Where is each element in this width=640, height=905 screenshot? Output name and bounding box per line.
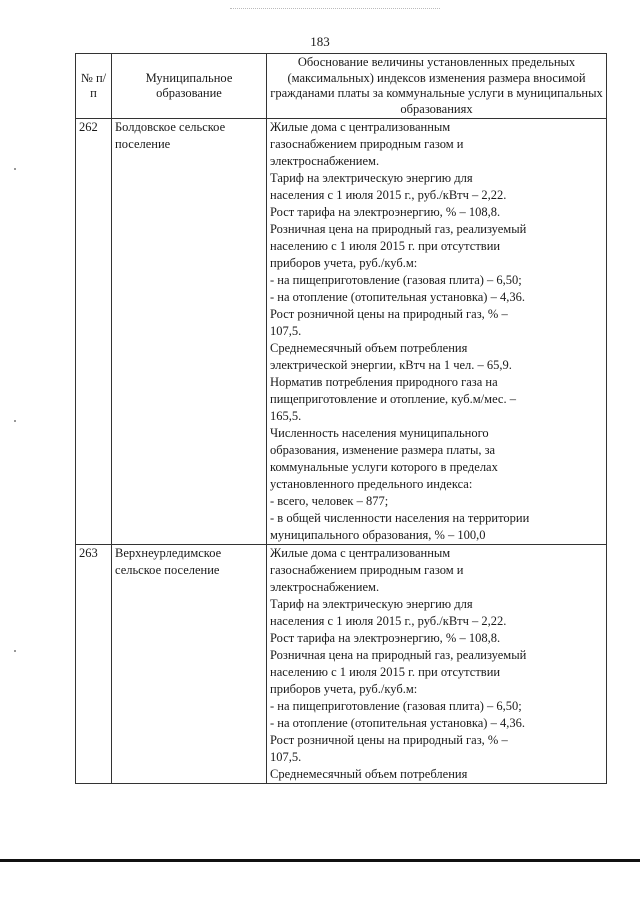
justification-line: Норматив потребления природного газа на: [270, 375, 498, 389]
justification-line: населения с 1 июля 2015 г., руб./кВтч – 2,22.: [270, 614, 507, 628]
table-header-row: [76, 54, 607, 119]
justification-line: Розничная цена на природный газ, реализуемый: [270, 648, 527, 662]
table-row: [76, 545, 607, 784]
justification-line: Среднемесячный объем потребления: [270, 767, 468, 781]
justification-line: населению с 1 июля 2015 г. при отсутствии: [270, 665, 501, 679]
justification-line: населения с 1 июля 2015 г., руб./кВтч – 2,22.: [270, 188, 507, 202]
scan-artifact-dot: [14, 168, 16, 170]
justification-line: приборов учета, руб./куб.м:: [270, 256, 418, 270]
municipality-name: Верхнеурледимское сельское поселение: [112, 545, 267, 784]
justification-line: коммунальные услуги которого в пределах: [270, 460, 498, 474]
bottom-rule: [0, 859, 640, 862]
justification-line: Численность населения муниципального: [270, 426, 489, 440]
justification-line: приборов учета, руб./куб.м:: [270, 682, 418, 696]
justification-line: образования, изменение размера платы, за: [270, 443, 496, 457]
justification-line: электроснабжением.: [270, 580, 380, 594]
municipality-name: Болдовское сельское поселение: [112, 119, 267, 545]
justification-line: Среднемесячный объем потребления: [270, 341, 468, 355]
justification-line: - на пищеприготовление (газовая плита) – 6,50;: [270, 273, 522, 287]
justification-line: электрической энергии, кВтч на 1 чел. – 65,9.: [270, 358, 512, 372]
justification-line: 107,5.: [270, 324, 302, 338]
justification-line: - на отопление (отопительная установка) – 4,36.: [270, 290, 525, 304]
justification-line: Рост тарифа на электроэнергию, % – 108,8.: [270, 205, 501, 219]
justification-line: газоснабжением природным газом и: [270, 137, 464, 151]
justification-line: 165,5.: [270, 409, 302, 423]
justification-line: Жилые дома с централизованным: [270, 120, 451, 134]
justification-line: муниципального образования, % – 100,0: [270, 528, 486, 542]
page-number: 183: [310, 34, 330, 49]
justification-line: - на отопление (отопительная установка) – 4,36.: [270, 716, 525, 730]
justification-line: - на пищеприготовление (газовая плита) – 6,50;: [270, 699, 522, 713]
header-municipality: Муниципальное образование: [112, 54, 267, 119]
justification-line: установленного предельного индекса:: [270, 477, 473, 491]
justification-line: Рост розничной цены на природный газ, % –: [270, 307, 508, 321]
table-row: [76, 119, 607, 545]
justification-line: - всего, человек – 877;: [270, 494, 389, 508]
justification-line: Тариф на электрическую энергию для: [270, 171, 473, 185]
justification-line: пищеприготовление и отопление, куб.м/мес. –: [270, 392, 516, 406]
row-number: 262: [76, 119, 112, 545]
justification-line: газоснабжением природным газом и: [270, 563, 464, 577]
justification-line: Рост тарифа на электроэнергию, % – 108,8.: [270, 631, 501, 645]
justification-line: - в общей численности населения на территории: [270, 511, 530, 525]
header-justification: Обоснование величины установленных предельных (максимальных) индексов изменения размера вносимой гражданами платы за коммунальные услуги в муниципальных образованиях: [267, 54, 607, 119]
justification-line: Розничная цена на природный газ, реализуемый: [270, 222, 527, 236]
justification-line: электроснабжением.: [270, 154, 380, 168]
justification-cell: [267, 119, 607, 545]
justification-line: населению с 1 июля 2015 г. при отсутствии: [270, 239, 501, 253]
justification-line: Жилые дома с централизованным: [270, 546, 451, 560]
justification-cell: [267, 545, 607, 784]
scan-artifact-dot: [14, 420, 16, 422]
scan-artifact-dot: [14, 650, 16, 652]
indices-justification-table: [75, 53, 607, 784]
justification-line: 107,5.: [270, 750, 302, 764]
justification-line: Рост розничной цены на природный газ, % –: [270, 733, 508, 747]
header-num: № п/п: [76, 54, 112, 119]
justification-line: Тариф на электрическую энергию для: [270, 597, 473, 611]
row-number: 263: [76, 545, 112, 784]
scan-artifact-top: [230, 8, 440, 9]
